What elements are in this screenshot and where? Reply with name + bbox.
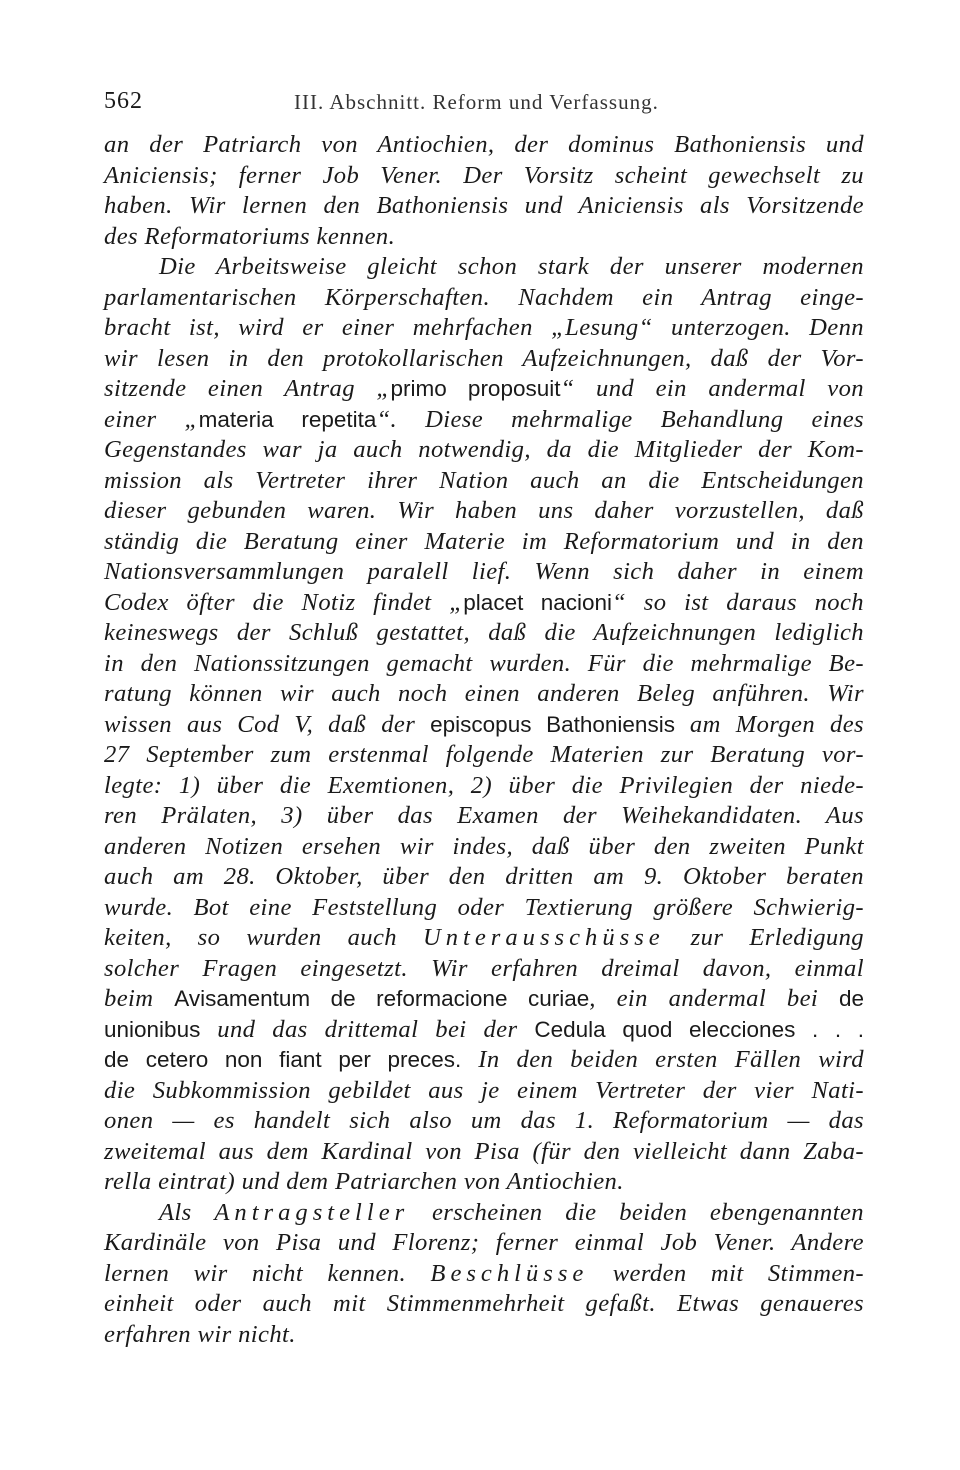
text-line xyxy=(104,649,864,680)
latin-quote: episcopus Bathoniensis xyxy=(430,711,675,737)
text-line xyxy=(104,161,864,192)
text-segment: lernen wir nicht kennen. xyxy=(104,1259,431,1287)
text-segment: Codex öfter die Notiz findet „ xyxy=(104,588,464,616)
text-line xyxy=(104,984,864,1015)
text-segment: ren Prälaten, 3) über das Examen der Weihekandidaten. Aus xyxy=(104,802,864,829)
text-segment: Gegenstandes war ja auch notwendig, da die Mitglieder der Kom- xyxy=(104,436,864,463)
text-segment: dieser gebunden waren. Wir haben uns daher vorzustellen, daß xyxy=(104,497,864,524)
text-line xyxy=(104,557,864,588)
text-segment: In den beiden ersten Fällen wird xyxy=(461,1046,864,1073)
text-segment: , ein andermal bei xyxy=(589,985,839,1012)
text-segment: des Reformatoriums kennen. xyxy=(104,222,396,250)
text-line xyxy=(104,832,864,863)
text-segment: ratung können wir auch noch einen anderen Beleg anführen. Wir xyxy=(104,680,864,707)
latin-quote: de cetero non fiant per preces. xyxy=(104,1047,462,1072)
text-line xyxy=(104,313,864,344)
text-segment: anderen Notizen ersehen wir indes, daß über den zweiten Punkt xyxy=(104,832,864,860)
text-line xyxy=(104,1259,864,1290)
text-line xyxy=(104,954,864,985)
text-segment: wissen aus Cod V, daß der xyxy=(104,710,431,738)
text-line xyxy=(104,1320,864,1351)
text-segment: rella eintrat) und dem Patriarchen von Antiochien. xyxy=(104,1168,624,1195)
text-line xyxy=(104,222,864,253)
body-text xyxy=(104,130,864,1350)
text-line xyxy=(104,679,864,710)
text-line xyxy=(104,252,864,283)
text-line xyxy=(104,527,864,558)
text-line xyxy=(104,1137,864,1168)
spaced-term: Beschlüsse xyxy=(430,1259,589,1287)
text-line xyxy=(104,862,864,893)
text-line xyxy=(104,710,864,741)
text-segment: parlamentarischen Körperschaften. Nachdem ein Antrag einge- xyxy=(104,283,864,311)
text-line xyxy=(104,588,864,619)
text-segment: 27 September zum erstenmal folgende Materien zur Beratung vor- xyxy=(104,741,864,768)
text-segment: und das drittemal bei der xyxy=(200,1015,535,1043)
text-segment: die Subkommission gebildet aus je einem Vertreter der vier Nati- xyxy=(104,1076,864,1104)
text-segment: bracht ist, wird er einer mehrfachen „Lesung“ unterzogen. Denn xyxy=(104,314,864,341)
text-line xyxy=(104,923,864,954)
latin-quote: Cedula quod elecciones . . . xyxy=(534,1016,864,1042)
text-segment: werden mit Stimmen- xyxy=(588,1259,865,1287)
spaced-term: Antragsteller xyxy=(214,1198,410,1226)
text-segment: Aniciensis; ferner Job Vener. Der Vorsitz scheint gewechselt zu xyxy=(104,161,864,189)
text-segment: Als xyxy=(159,1198,215,1226)
text-line xyxy=(104,1167,864,1198)
latin-quote: de xyxy=(838,986,864,1011)
text-segment: Nationsversammlungen paralell lief. Wenn sich daher in einem xyxy=(104,558,864,585)
text-segment: sitzende einen Antrag „ xyxy=(104,375,391,402)
text-line xyxy=(104,344,864,375)
text-segment: keiten, so wurden auch xyxy=(104,924,423,951)
text-segment: mission als Vertreter ihrer Nation auch an die Entscheidungen xyxy=(104,466,864,494)
text-line xyxy=(104,1045,864,1076)
latin-quote: unionibus xyxy=(104,1016,201,1042)
text-line xyxy=(104,1198,864,1229)
text-line xyxy=(104,283,864,314)
text-segment: “. Diese mehrmalige Behandlung eines xyxy=(376,405,864,433)
text-segment: zur Erledigung xyxy=(664,924,864,951)
text-line xyxy=(104,801,864,832)
text-segment: Kardinäle von Pisa und Florenz; ferner einmal Job Vener. Andere xyxy=(104,1229,864,1256)
text-segment: keineswegs der Schluß gestattet, daß die Aufzeichnungen lediglich xyxy=(104,619,864,646)
text-segment: erscheinen die beiden ebengenannten xyxy=(409,1198,864,1226)
book-page xyxy=(104,88,864,1350)
text-segment: Die Arbeitsweise gleicht schon stark der unserer modernen xyxy=(159,253,864,280)
page-number: 562 xyxy=(104,88,143,114)
text-line xyxy=(104,1289,864,1320)
text-segment: ständig die Beratung einer Materie im Reformatorium und in den xyxy=(104,527,864,555)
text-segment: haben. Wir lernen den Bathoniensis und Aniciensis als Vorsitzende xyxy=(104,192,864,219)
text-line xyxy=(104,130,864,161)
running-title: III. Abschnitt. Reform und Verfassung. xyxy=(294,90,659,114)
text-segment: auch am 28. Oktober, über den dritten am 9. Oktober beraten xyxy=(104,863,864,890)
text-line xyxy=(104,1106,864,1137)
text-segment: beim xyxy=(104,985,175,1012)
spaced-term: Unterausschüsse xyxy=(423,924,665,951)
text-segment: an der Patriarch von Antiochien, der dominus Bathoniensis und xyxy=(104,131,864,158)
text-line xyxy=(104,496,864,527)
text-segment: erfahren wir nicht. xyxy=(104,1320,296,1348)
text-segment: in den Nationssitzungen gemacht wurden. Für die mehrmalige Be- xyxy=(104,649,864,677)
text-line xyxy=(104,1228,864,1259)
text-segment: onen — es handelt sich also um das 1. Reformatorium — das xyxy=(104,1107,864,1134)
text-line xyxy=(104,374,864,405)
text-segment: wurde. Bot eine Feststellung oder Textierung größere Schwierig- xyxy=(104,893,864,921)
text-segment: legte: 1) über die Exemtionen, 2) über die Privilegien der niede- xyxy=(104,771,864,799)
page-header xyxy=(104,88,864,124)
text-line xyxy=(104,405,864,436)
text-line xyxy=(104,1076,864,1107)
text-segment: zweitemal aus dem Kardinal von Pisa (für den vielleicht dann Zaba- xyxy=(104,1137,864,1165)
latin-quote: Avisamentum de reformacione curiae xyxy=(174,986,590,1011)
text-segment: einer „ xyxy=(104,405,199,433)
text-segment: einheit oder auch mit Stimmenmehrheit gefaßt. Etwas genaueres xyxy=(104,1290,864,1317)
latin-quote: primo proposuit xyxy=(390,376,561,401)
text-line xyxy=(104,740,864,771)
latin-quote: placet nacioni xyxy=(463,589,613,615)
text-line xyxy=(104,771,864,802)
text-line xyxy=(104,1015,864,1046)
text-line xyxy=(104,191,864,222)
latin-quote: materia repetita xyxy=(198,406,377,432)
text-line xyxy=(104,893,864,924)
text-line xyxy=(104,435,864,466)
text-segment: “ so ist daraus noch xyxy=(612,588,865,616)
text-segment: wir lesen in den protokollarischen Aufzeichnungen, daß der Vor- xyxy=(104,344,864,372)
text-line xyxy=(104,618,864,649)
text-segment: am Morgen des xyxy=(674,710,865,738)
text-line xyxy=(104,466,864,497)
text-segment: “ und ein andermal von xyxy=(560,375,864,402)
text-segment: solcher Fragen eingesetzt. Wir erfahren dreimal davon, einmal xyxy=(104,954,864,982)
